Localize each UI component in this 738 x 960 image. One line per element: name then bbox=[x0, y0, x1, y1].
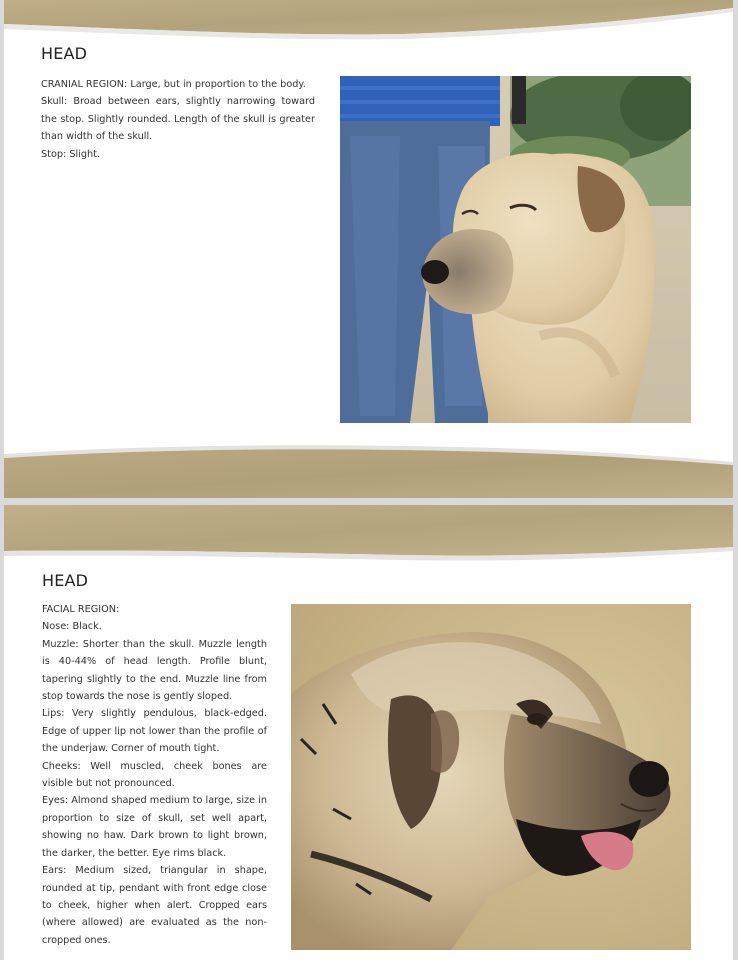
paragraph: Eyes: Almond shaped medium to large, size in proportion to size of skull, set well apart, showing no haw. Dark brown to light brown, the darker, the better. Eye rims black. bbox=[42, 795, 267, 859]
document-page-cranial bbox=[4, 0, 733, 498]
top-wave-decoration bbox=[4, 0, 733, 46]
top-wave-decoration bbox=[4, 505, 733, 567]
paragraph: Nose: Black. bbox=[42, 621, 102, 633]
dog-with-person-photo bbox=[340, 76, 691, 423]
paragraph: FACIAL REGION: bbox=[42, 604, 120, 615]
paragraph: Stop: Slight. bbox=[41, 148, 101, 160]
section-heading: HEAD bbox=[41, 44, 88, 63]
dog-head-closeup-photo bbox=[291, 604, 691, 950]
paragraph: Skull: Broad between ears, slightly narrowing toward the stop. Slightly rounded. Length of the skull is greater than width of the skull. bbox=[41, 96, 315, 143]
paragraph: Cheeks: Well muscled, cheek bones are visible but not pronounced. bbox=[42, 760, 267, 790]
facial-description bbox=[42, 601, 267, 949]
paragraph: Muzzle: Shorter than the skull. Muzzle length is 40-44% of head length. Profile blunt, tapering slightly to the end. Muzzle line from stop towards the nose is gently sloped. bbox=[42, 638, 267, 703]
paragraph: Ears: Medium sized, triangular in shape, rounded at tip, pendant with front edge close to cheek, higher when alert. Cropped ears (where allowed) are evaluated as the non-cropped ones. bbox=[42, 865, 267, 946]
cranial-description bbox=[41, 76, 315, 163]
document-page-facial bbox=[4, 505, 733, 960]
bottom-wave-decoration bbox=[4, 440, 733, 498]
paragraph: CRANIAL REGION: Large, but in proportion to the body. bbox=[41, 79, 306, 90]
paragraph: Lips: Very slightly pendulous, black-edged. Edge of upper lip not lower than the profile of the underjaw. Corner of mouth tight. bbox=[42, 708, 267, 755]
section-heading: HEAD bbox=[42, 571, 89, 590]
